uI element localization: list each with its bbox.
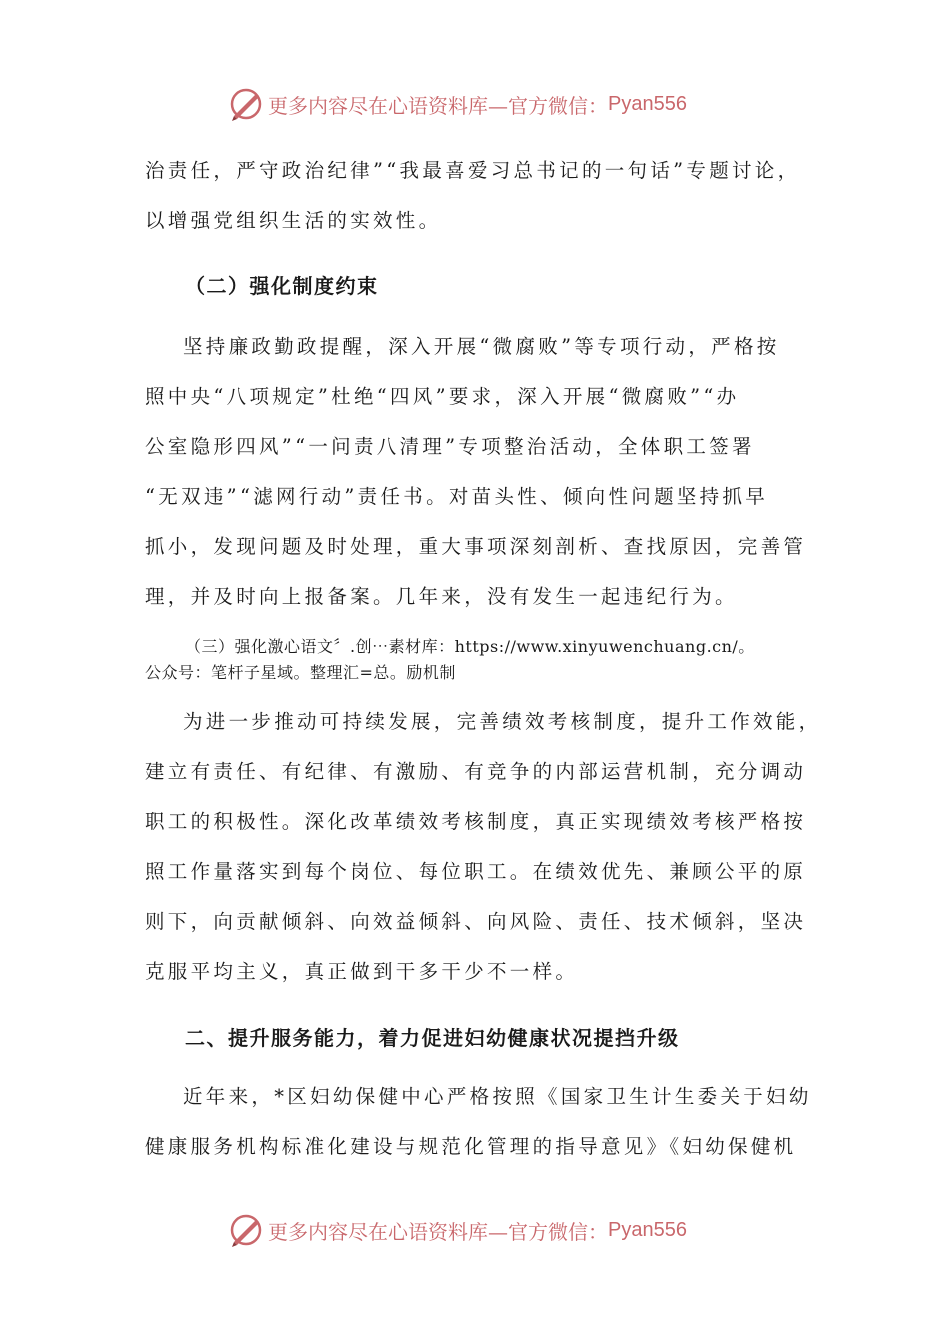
banner-text: 更多内容尽在心语资料库—官方微信： — [268, 1219, 608, 1244]
paragraph-line: 为进一步推动可持续发展，完善绩效考核制度，提升工作效能， — [183, 710, 822, 733]
footer-banner — [228, 1210, 687, 1250]
pen-logo-icon — [228, 1212, 264, 1248]
paragraph-line: “无双违”“滤网行动”责任书。对苗头性、倾向性问题坚持抓早 — [145, 485, 769, 508]
banner-text: 更多内容尽在心语资料库—官方微信： — [268, 93, 608, 118]
paragraph-line: 克服平均主义，真正做到干多干少不一样。 — [145, 960, 579, 983]
paragraph-line: 健康服务机构标准化建设与规范化管理的指导意见》《妇幼保健机 — [145, 1135, 797, 1158]
paragraph-line: 坚持廉政勤政提醒，深入开展“微腐败”等专项行动，严格按 — [183, 335, 780, 358]
watermark-line: 公众号：笔杆子星域。整理汇=总。励机制 — [145, 663, 456, 682]
paragraph-line: 照工作量落实到每个岗位、每位职工。在绩效优先、兼顾公平的原 — [145, 860, 807, 883]
section-heading-watermarked: （三）强化激心语文〞.创⋯素材库：https://www.xinyuwenchuang.cn/。 — [185, 637, 755, 656]
banner-wechat-id: Pyan556 — [608, 92, 687, 115]
section-heading: （二）强化制度约束 — [185, 274, 379, 298]
paragraph-line: 近年来，*区妇幼保健中心严格按照《国家卫生计生委关于妇幼 — [183, 1085, 812, 1108]
paragraph-line: 则下，向贡献倾斜、向效益倾斜、向风险、责任、技术倾斜，坚决 — [145, 910, 807, 933]
paragraph-line: 治责任，严守政治纪律”“我最喜爱习总书记的一句话”专题讨论， — [145, 159, 801, 182]
paragraph-line: 建立有责任、有纪律、有激励、有竞争的内部运营机制，充分调动 — [145, 760, 807, 783]
paragraph-line: 公室隐形四风”“一问责八清理”专项整治活动，全体职工签署 — [145, 435, 755, 458]
paragraph-line: 职工的积极性。深化改革绩效考核制度，真正实现绩效考核严格按 — [145, 810, 807, 833]
paragraph-line: 照中央“八项规定”杜绝“四风”要求，深入开展“微腐败”“办 — [145, 385, 740, 408]
pen-logo-icon — [228, 86, 264, 122]
chapter-heading: 二、提升服务能力，着力促进妇幼健康状况提挡升级 — [185, 1026, 680, 1050]
paragraph-line: 理，并及时向上报备案。几年来，没有发生一起违纪行为。 — [145, 585, 738, 608]
paragraph-line: 抓小，发现问题及时处理，重大事项深刻剖析、查找原因，完善管 — [145, 535, 807, 558]
paragraph-line: 以增强党组织生活的实效性。 — [145, 209, 442, 232]
banner-wechat-id: Pyan556 — [608, 1218, 687, 1241]
header-banner — [228, 84, 687, 124]
